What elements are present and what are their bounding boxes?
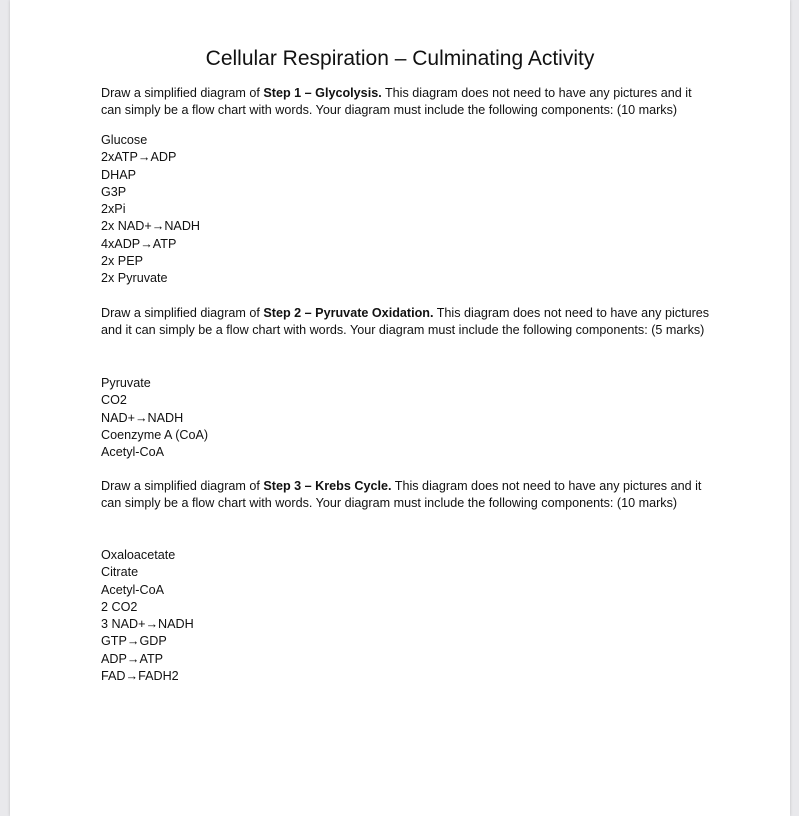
list-item: 2xPi — [101, 202, 126, 217]
list-item: Oxaloacetate — [101, 548, 176, 562]
list-item: 4xADP→ATP — [101, 236, 177, 251]
step2-instructions — [101, 305, 713, 340]
document-title: Cellular Respiration – Culminating Activity — [205, 47, 595, 70]
step1-intro: Draw a simplified diagram of — [101, 86, 264, 100]
step2-instruction-text: This diagram does not need to have any pictures and it can simply be a flow chart with words. Your diagram must include the following components: (5 marks) — [101, 306, 710, 338]
step1-instructions — [101, 85, 713, 120]
list-item: 2x NAD+→NADH — [101, 219, 201, 234]
step3-intro: Draw a simplified diagram of — [101, 479, 264, 493]
step3-instructions — [101, 478, 713, 513]
list-item: Citrate — [101, 565, 139, 580]
list-item: GTP→GDP — [101, 634, 167, 649]
step2-component-list — [101, 375, 208, 461]
document-page — [10, 0, 790, 816]
step1-heading: Step 1 – Glycolysis. — [263, 86, 382, 100]
list-item: Glucose — [101, 133, 148, 147]
list-item: 2x Pyruvate — [101, 271, 168, 286]
list-item: 3 NAD+→NADH — [101, 617, 194, 632]
list-item: 2xATP→ADP — [101, 150, 177, 165]
step1-instruction-text: This diagram does not need to have any pictures and it can simply be a flow chart with words. Your diagram must include the following components: (10 marks) — [101, 86, 692, 118]
list-item: FAD→FADH2 — [101, 669, 179, 684]
list-item: NAD+→NADH — [101, 410, 184, 425]
list-item: 2 CO2 — [101, 599, 138, 614]
list-item: G3P — [101, 184, 127, 199]
step3-component-list — [101, 547, 194, 685]
list-item: 2x PEP — [101, 254, 143, 269]
list-item: CO2 — [101, 393, 127, 408]
list-item: Pyruvate — [101, 376, 151, 390]
list-item: DHAP — [101, 167, 136, 182]
list-item: Acetyl-CoA — [101, 582, 164, 597]
list-item: Coenzyme A (CoA) — [101, 427, 209, 442]
list-item: ADP→ATP — [101, 651, 164, 666]
step3-instruction-text: This diagram does not need to have any pictures and it can simply be a flow chart with words. Your diagram must include the following components: (10 marks) — [101, 479, 702, 511]
step2-intro: Draw a simplified diagram of — [101, 306, 264, 320]
step1-component-list — [101, 132, 200, 288]
step3-heading: Step 3 – Krebs Cycle. — [263, 479, 392, 493]
step2-heading: Step 2 – Pyruvate Oxidation. — [263, 306, 434, 320]
list-item: Acetyl-CoA — [101, 445, 164, 460]
